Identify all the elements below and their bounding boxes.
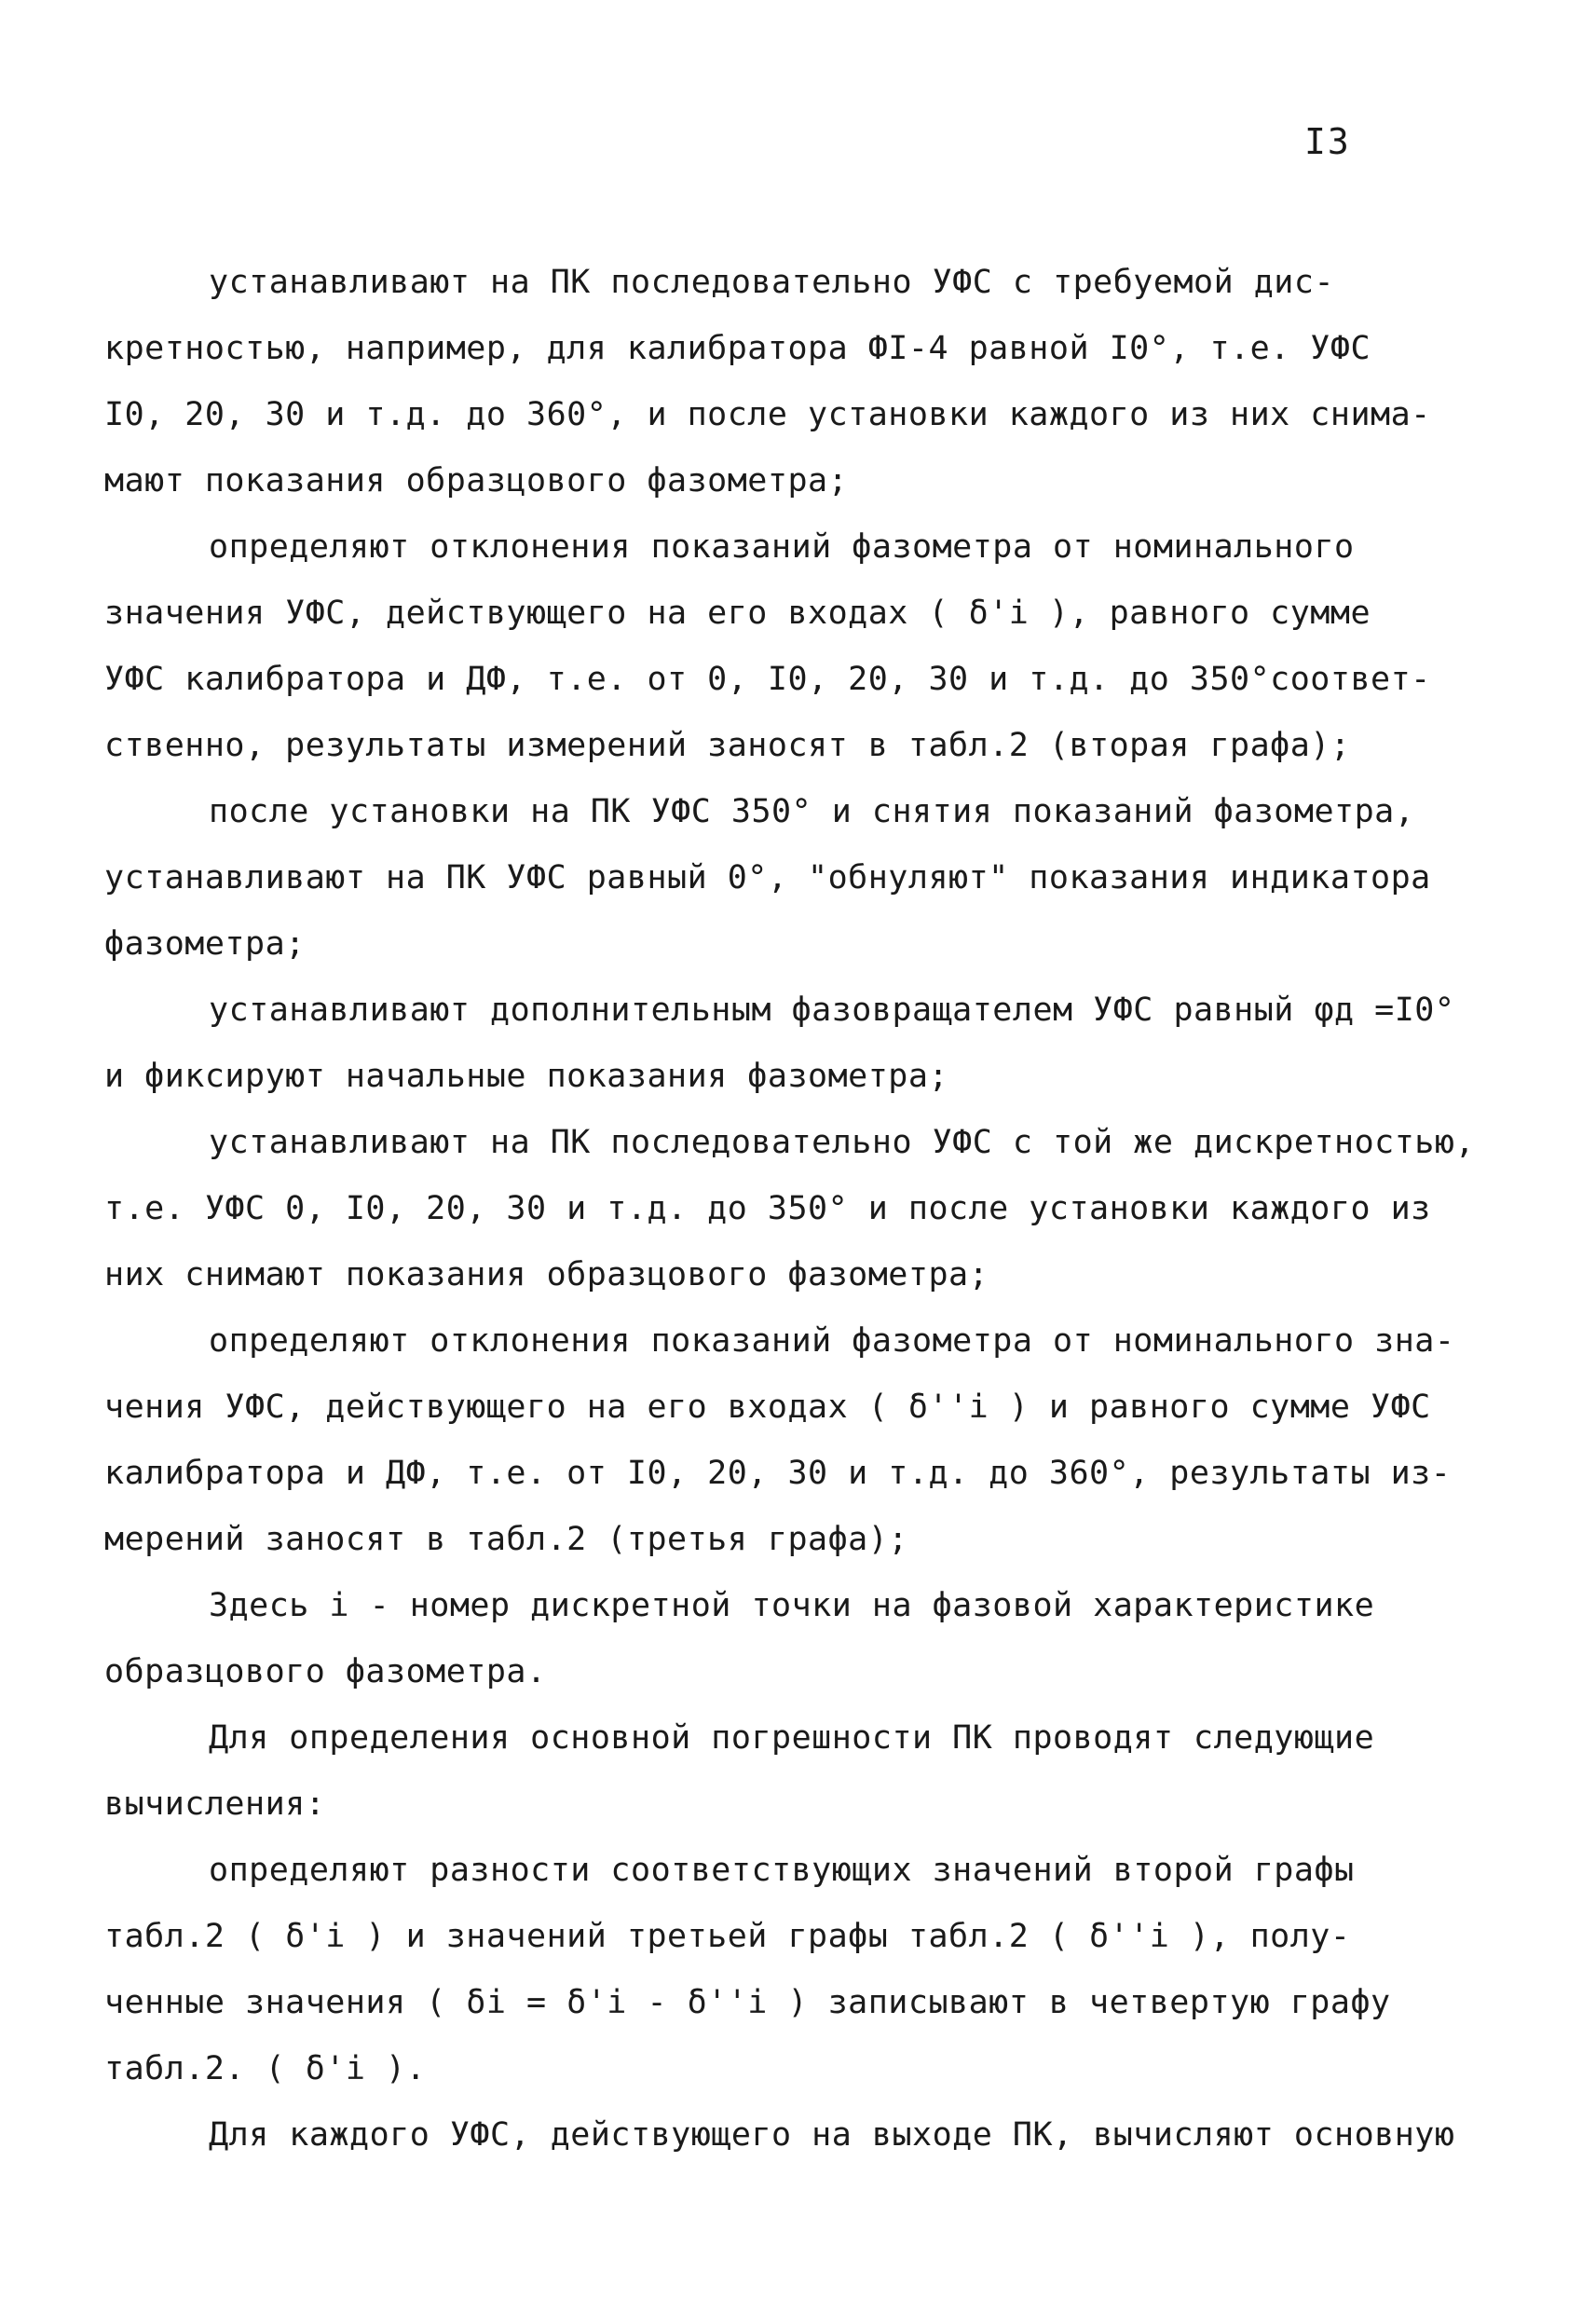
text-line: Для каждого УФС, действующего на выходе ПК, вычисляют основную <box>209 2116 1455 2154</box>
text-line: Для определения основной погрешности ПК проводят следующие <box>209 1719 1375 1757</box>
text-line: вычисления: <box>104 1785 326 1823</box>
text-line: определяют отклонения показаний фазометра от номинального зна- <box>209 1322 1455 1360</box>
text-line: устанавливают на ПК УФС равный 0°, "обнуляют" показания индикатора <box>104 859 1431 896</box>
text-line: табл.2 ( δ'i ) и значений третьей графы табл.2 ( δ''i ), полу- <box>104 1918 1351 1955</box>
text-line: мерений заносят в табл.2 (третья графа); <box>104 1521 908 1558</box>
text-line: кретностью, например, для калибратора ФI-4 равной I0°, т.е. УФС <box>104 330 1371 367</box>
text-line: образцового фазометра. <box>104 1653 547 1690</box>
text-line: мают показания образцового фазометра; <box>104 462 849 499</box>
text-line: значения УФС, действующего на его входах ( δ'i ), равного сумме <box>104 595 1371 632</box>
text-line: и фиксируют начальные показания фазометра; <box>104 1058 949 1095</box>
body-text <box>104 250 1493 2168</box>
text-line: ченные значения ( δi = δ'i - δ''i ) записывают в четвертую графу <box>104 1984 1391 2021</box>
text-line: устанавливают на ПК последовательно УФС с требуемой дис- <box>209 264 1335 301</box>
text-line: ственно, результаты измерений заносят в табл.2 (вторая графа); <box>104 727 1351 764</box>
page-number: I3 <box>1304 121 1351 162</box>
text-line: т.е. УФС 0, I0, 20, 30 и т.д. до 350° и после установки каждого из <box>104 1190 1431 1227</box>
text-line: них снимают показания образцового фазометра; <box>104 1256 989 1293</box>
text-line: калибратора и ДФ, т.е. от I0, 20, 30 и т.д. до 360°, результаты из- <box>104 1455 1452 1492</box>
text-line: табл.2. ( δ'i ). <box>104 2050 427 2087</box>
text-line: устанавливают на ПК последовательно УФС с той же дискретностью, <box>209 1124 1476 1161</box>
text-line: чения УФС, действующего на его входах ( δ''i ) и равного сумме УФС <box>104 1389 1431 1426</box>
text-line: определяют отклонения показаний фазометра от номинального <box>209 528 1355 566</box>
text-line: I0, 20, 30 и т.д. до 360°, и после установки каждого из них снима- <box>104 396 1431 433</box>
text-line: устанавливают дополнительным фазовращателем УФС равный φд =I0° <box>209 992 1455 1029</box>
text-line: УФС калибратора и ДФ, т.е. от 0, I0, 20, 30 и т.д. до 350°соответ- <box>104 661 1431 698</box>
text-line: после установки на ПК УФС 350° и снятия показаний фазометра, <box>209 793 1415 830</box>
text-line: определяют разности соответствующих значений второй графы <box>209 1852 1355 1889</box>
text-line: Здесь i - номер дискретной точки на фазовой характеристике <box>209 1587 1375 1624</box>
text-line: фазометра; <box>104 925 306 963</box>
